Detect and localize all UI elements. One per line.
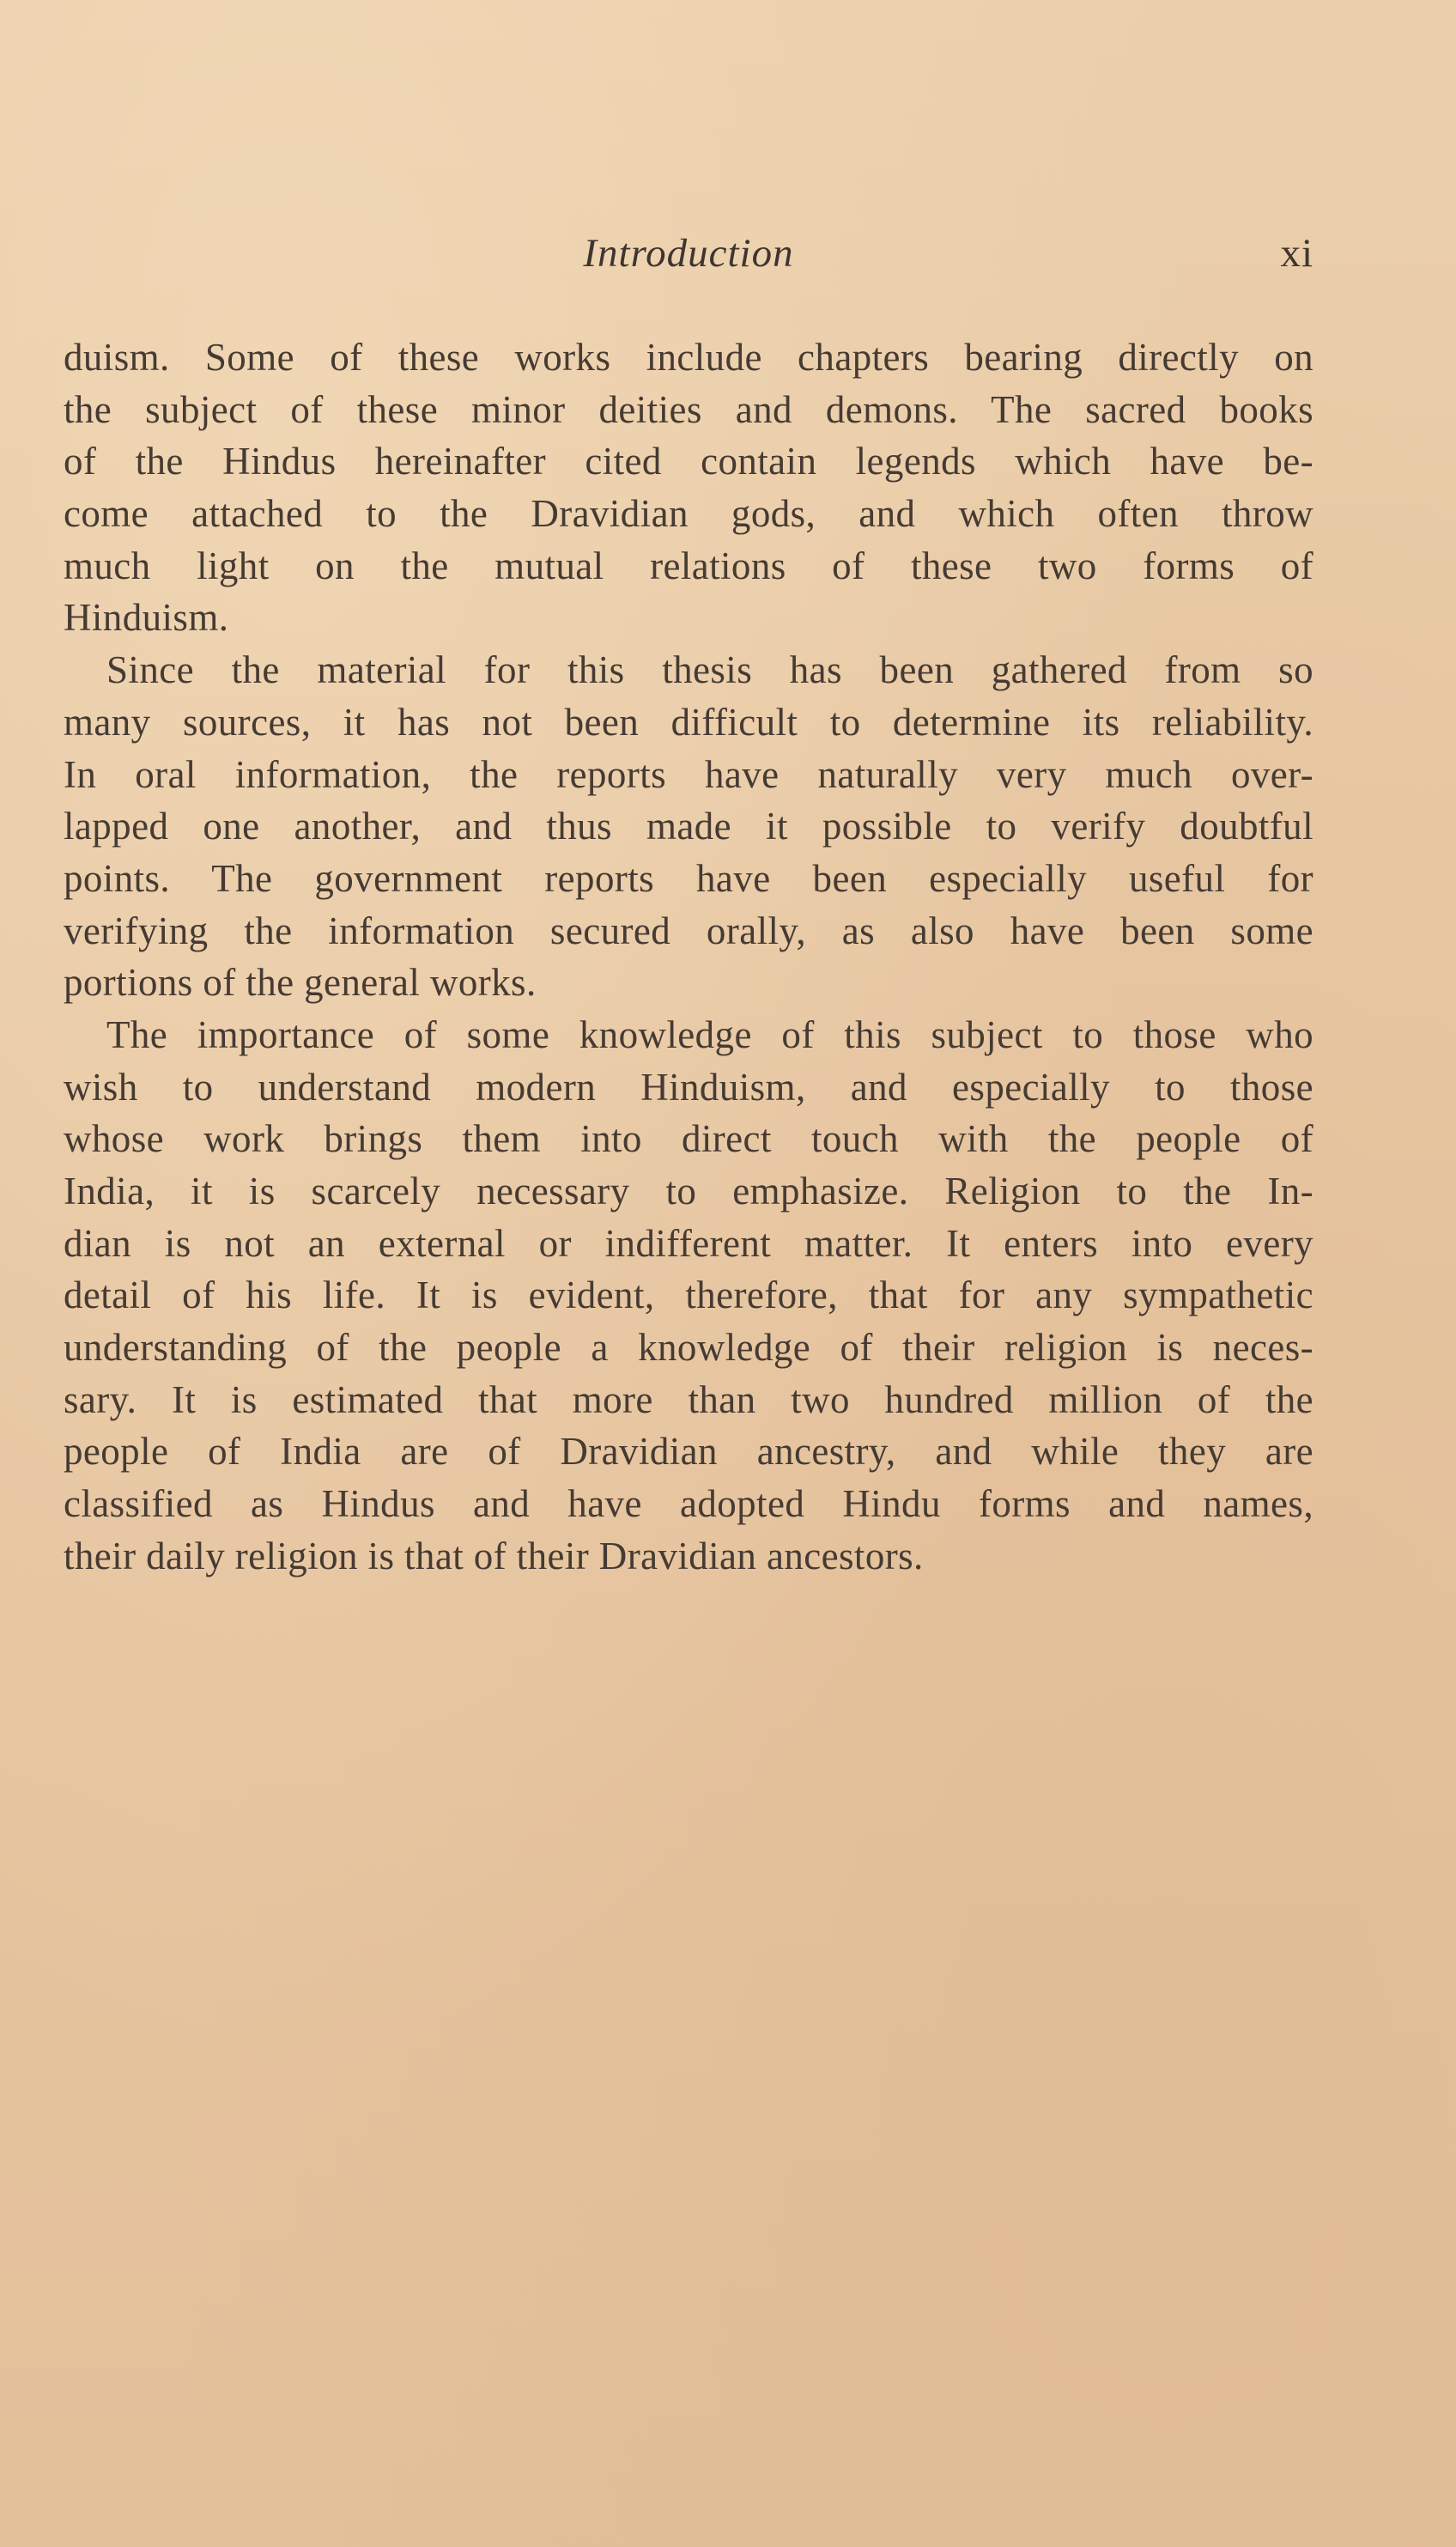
text-line: come attached to the Dravidian gods, and which often throw <box>64 492 1313 536</box>
text-line: sary. It is estimated that more than two hundred million of the <box>64 1377 1313 1421</box>
running-head <box>64 230 1313 285</box>
text-line: whose work brings them into direct touch with the people of <box>64 1117 1313 1161</box>
text-line: India, it is scarcely necessary to emphasize. Religion to the In- <box>64 1170 1313 1213</box>
page-number: xi <box>1280 231 1313 276</box>
text-line: people of India are of Dravidian ancestry, and while they are <box>64 1430 1313 1474</box>
text-line: verifying the information secured orally, as also have been some <box>64 909 1313 952</box>
text-line: of the Hindus hereinafter cited contain legends which have be- <box>64 440 1313 483</box>
text-line: In oral information, the reports have naturally very much over- <box>64 752 1313 796</box>
body-text <box>64 331 1313 1583</box>
paragraph-1 <box>64 331 1313 644</box>
text-line: duism. Some of these works include chapters bearing directly on <box>64 336 1313 379</box>
text-line: much light on the mutual relations of these two forms of <box>64 544 1313 587</box>
text-line: classified as Hindus and have adopted Hindu forms and names, <box>64 1482 1313 1526</box>
text-line: points. The government reports have been especially useful for <box>64 856 1313 900</box>
text-line: detail of his life. It is evident, therefore, that for any sympathetic <box>64 1274 1313 1317</box>
text-line: lapped one another, and thus made it possible to verify doubtful <box>64 805 1313 848</box>
text-line: dian is not an external or indifferent matter. It enters into every <box>64 1221 1313 1265</box>
text-line: wish to understand modern Hinduism, and especially to those <box>64 1065 1313 1109</box>
text-line: Since the material for this thesis has been gathered from so <box>106 648 1313 692</box>
paragraph-3 <box>64 1009 1313 1583</box>
text-line: portions of the general works. <box>64 961 537 1005</box>
text-line: Hinduism. <box>64 596 229 640</box>
paragraph-2 <box>64 644 1313 1009</box>
text-line: understanding of the people a knowledge of their religion is neces- <box>64 1326 1313 1370</box>
text-line: the subject of these minor deities and demons. The sacred books <box>64 387 1313 431</box>
text-line: their daily religion is that of their Dravidian ancestors. <box>64 1534 924 1577</box>
text-line: The importance of some knowledge of this subject to those who <box>106 1012 1313 1056</box>
running-title: Introduction <box>583 231 794 276</box>
text-line: many sources, it has not been difficult to determine its reliability. <box>64 700 1313 744</box>
